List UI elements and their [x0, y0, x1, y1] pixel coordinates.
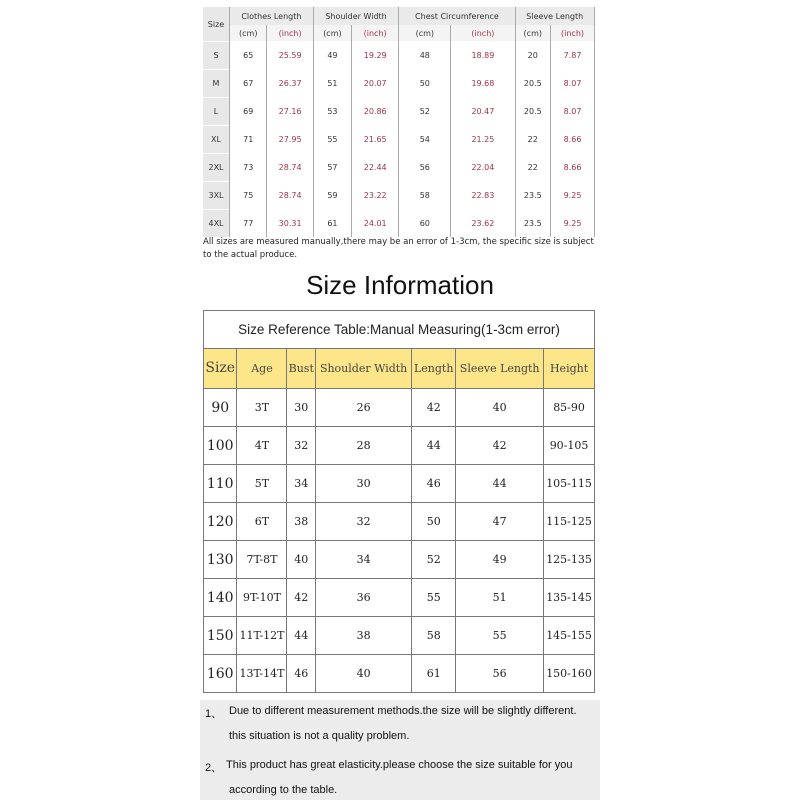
- kids-size-table: [203, 310, 595, 693]
- value-cell: 7.87: [551, 42, 595, 70]
- value-cell: 23.62: [451, 210, 515, 238]
- table-row: [203, 154, 595, 182]
- unit-row: [203, 25, 595, 42]
- value-cell: 21.65: [352, 126, 399, 154]
- note-2-line1: This product has great elasticity.please choose the size suitable for you: [226, 759, 573, 771]
- value-cell: 77: [230, 210, 267, 238]
- value-cell: 47: [456, 503, 544, 541]
- value-cell: 20.5: [515, 70, 551, 98]
- value-cell: 21.25: [451, 126, 515, 154]
- adult-size-table: [203, 7, 595, 237]
- value-cell: 48: [399, 42, 451, 70]
- page-title: Size Information: [306, 270, 494, 300]
- value-cell: 22.83: [451, 182, 515, 210]
- size-cell: 140: [204, 579, 237, 617]
- value-cell: 8.07: [551, 70, 595, 98]
- group-header: Shoulder Width: [313, 7, 399, 25]
- size-cell: 4XL: [203, 210, 230, 238]
- value-cell: 60: [399, 210, 451, 238]
- note-1-line1: Due to different measurement methods.the size will be slightly different.: [229, 705, 577, 717]
- size-cell: 120: [204, 503, 237, 541]
- caption-row: [204, 311, 595, 349]
- column-header: Sleeve Length: [456, 349, 544, 389]
- value-cell: 75: [230, 182, 267, 210]
- value-cell: 42: [287, 579, 316, 617]
- value-cell: 22.04: [451, 154, 515, 182]
- size-header: Size: [203, 7, 230, 42]
- value-cell: 61: [313, 210, 351, 238]
- value-cell: 30.31: [267, 210, 313, 238]
- column-header: Shoulder Width: [316, 349, 412, 389]
- value-cell: 13T-14T: [237, 655, 287, 693]
- value-cell: 40: [316, 655, 412, 693]
- value-cell: 44: [287, 617, 316, 655]
- table-row: [203, 42, 595, 70]
- value-cell: 150-160: [544, 655, 595, 693]
- value-cell: 69: [230, 98, 267, 126]
- value-cell: 52: [399, 98, 451, 126]
- note-1-number: 1、: [205, 708, 223, 720]
- value-cell: 44: [456, 465, 544, 503]
- value-cell: 28: [316, 427, 412, 465]
- table-row: [203, 126, 595, 154]
- unit-cm: (cm): [399, 25, 451, 42]
- value-cell: 30: [316, 465, 412, 503]
- size-cell: L: [203, 98, 230, 126]
- table-row: [204, 389, 595, 427]
- table-row: [204, 541, 595, 579]
- value-cell: 65: [230, 42, 267, 70]
- value-cell: 19.29: [352, 42, 399, 70]
- header-row: [204, 349, 595, 389]
- value-cell: 20.5: [515, 98, 551, 126]
- value-cell: 90-105: [544, 427, 595, 465]
- value-cell: 34: [287, 465, 316, 503]
- value-cell: 20.07: [352, 70, 399, 98]
- size-cell: 110: [204, 465, 237, 503]
- value-cell: 46: [287, 655, 316, 693]
- value-cell: 20.47: [451, 98, 515, 126]
- value-cell: 5T: [237, 465, 287, 503]
- value-cell: 11T-12T: [237, 617, 287, 655]
- value-cell: 23.5: [515, 210, 551, 238]
- table-row: [204, 579, 595, 617]
- value-cell: 26: [316, 389, 412, 427]
- value-cell: 46: [412, 465, 456, 503]
- size-cell: 100: [204, 427, 237, 465]
- value-cell: 9.25: [551, 210, 595, 238]
- size-cell: M: [203, 70, 230, 98]
- value-cell: 115-125: [544, 503, 595, 541]
- value-cell: 52: [412, 541, 456, 579]
- value-cell: 71: [230, 126, 267, 154]
- value-cell: 50: [412, 503, 456, 541]
- value-cell: 28.74: [267, 154, 313, 182]
- value-cell: 85-90: [544, 389, 595, 427]
- value-cell: 42: [456, 427, 544, 465]
- value-cell: 27.16: [267, 98, 313, 126]
- value-cell: 51: [313, 70, 351, 98]
- table-row: [204, 617, 595, 655]
- value-cell: 38: [316, 617, 412, 655]
- table-row: [203, 70, 595, 98]
- column-header: Age: [237, 349, 287, 389]
- column-header: Length: [412, 349, 456, 389]
- table-row: [204, 503, 595, 541]
- unit-inch: (inch): [551, 25, 595, 42]
- value-cell: 105-115: [544, 465, 595, 503]
- value-cell: 26.37: [267, 70, 313, 98]
- value-cell: 30: [287, 389, 316, 427]
- size-cell: 90: [204, 389, 237, 427]
- value-cell: 145-155: [544, 617, 595, 655]
- value-cell: 40: [287, 541, 316, 579]
- value-cell: 24.01: [352, 210, 399, 238]
- value-cell: 55: [412, 579, 456, 617]
- unit-inch: (inch): [352, 25, 399, 42]
- value-cell: 57: [313, 154, 351, 182]
- value-cell: 53: [313, 98, 351, 126]
- value-cell: 55: [313, 126, 351, 154]
- value-cell: 22: [515, 154, 551, 182]
- value-cell: 61: [412, 655, 456, 693]
- value-cell: 58: [412, 617, 456, 655]
- table-caption: Size Reference Table:Manual Measuring(1-3cm error): [204, 311, 595, 349]
- value-cell: 8.66: [551, 154, 595, 182]
- note-2-line2: according to the table.: [229, 784, 338, 796]
- value-cell: 44: [412, 427, 456, 465]
- value-cell: 73: [230, 154, 267, 182]
- value-cell: 135-145: [544, 579, 595, 617]
- value-cell: 36: [316, 579, 412, 617]
- value-cell: 27.95: [267, 126, 313, 154]
- value-cell: 42: [412, 389, 456, 427]
- unit-inch: (inch): [451, 25, 515, 42]
- value-cell: 18.89: [451, 42, 515, 70]
- unit-inch: (inch): [267, 25, 313, 42]
- value-cell: 7T-8T: [237, 541, 287, 579]
- value-cell: 32: [287, 427, 316, 465]
- value-cell: 8.07: [551, 98, 595, 126]
- table-row: [204, 465, 595, 503]
- value-cell: 22.44: [352, 154, 399, 182]
- group-header: Sleeve Length: [515, 7, 594, 25]
- column-header: Size: [204, 349, 237, 389]
- group-header: Chest Circumference: [399, 7, 515, 25]
- table-row: [204, 655, 595, 693]
- value-cell: 4T: [237, 427, 287, 465]
- group-header: Clothes Length: [230, 7, 314, 25]
- value-cell: 125-135: [544, 541, 595, 579]
- table-row: [203, 98, 595, 126]
- value-cell: 67: [230, 70, 267, 98]
- value-cell: 28.74: [267, 182, 313, 210]
- note-2-number: 2、: [205, 762, 223, 774]
- size-cell: 150: [204, 617, 237, 655]
- value-cell: 54: [399, 126, 451, 154]
- value-cell: 51: [456, 579, 544, 617]
- value-cell: 6T: [237, 503, 287, 541]
- table-row: [204, 427, 595, 465]
- table-row: [203, 182, 595, 210]
- value-cell: 49: [313, 42, 351, 70]
- value-cell: 58: [399, 182, 451, 210]
- measurement-note: All sizes are measured manually,there may be an error of 1-3cm, the specific size is subject to the actual produce.: [203, 237, 594, 260]
- header-row: [203, 7, 595, 25]
- value-cell: 56: [399, 154, 451, 182]
- value-cell: 20: [515, 42, 551, 70]
- value-cell: 32: [316, 503, 412, 541]
- size-cell: 160: [204, 655, 237, 693]
- value-cell: 34: [316, 541, 412, 579]
- value-cell: 49: [456, 541, 544, 579]
- size-cell: 2XL: [203, 154, 230, 182]
- value-cell: 25.59: [267, 42, 313, 70]
- value-cell: 38: [287, 503, 316, 541]
- column-header: Height: [544, 349, 595, 389]
- size-cell: 130: [204, 541, 237, 579]
- value-cell: 19.68: [451, 70, 515, 98]
- value-cell: 9T-10T: [237, 579, 287, 617]
- value-cell: 9.25: [551, 182, 595, 210]
- value-cell: 20.86: [352, 98, 399, 126]
- unit-cm: (cm): [313, 25, 351, 42]
- value-cell: 23.22: [352, 182, 399, 210]
- value-cell: 23.5: [515, 182, 551, 210]
- value-cell: 55: [456, 617, 544, 655]
- value-cell: 3T: [237, 389, 287, 427]
- table-row: [203, 210, 595, 238]
- column-header: Bust: [287, 349, 316, 389]
- notes-panel: [200, 700, 600, 800]
- value-cell: 59: [313, 182, 351, 210]
- size-cell: 3XL: [203, 182, 230, 210]
- value-cell: 56: [456, 655, 544, 693]
- unit-cm: (cm): [515, 25, 551, 42]
- value-cell: 8.66: [551, 126, 595, 154]
- size-cell: S: [203, 42, 230, 70]
- value-cell: 22: [515, 126, 551, 154]
- value-cell: 40: [456, 389, 544, 427]
- unit-cm: (cm): [230, 25, 267, 42]
- value-cell: 50: [399, 70, 451, 98]
- note-1-line2: this situation is not a quality problem.: [229, 730, 410, 742]
- size-cell: XL: [203, 126, 230, 154]
